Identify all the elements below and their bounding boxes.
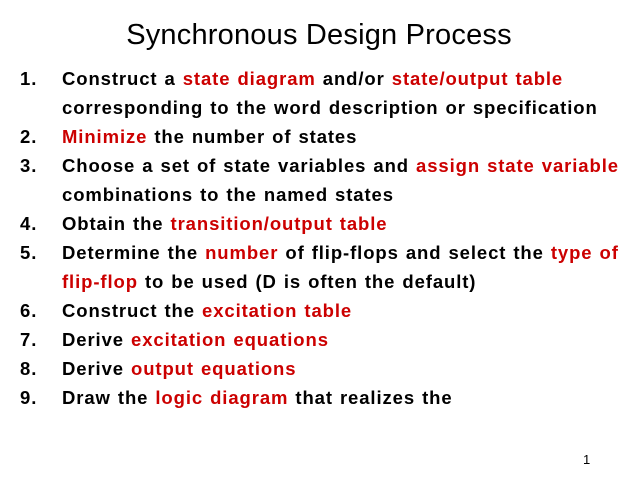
step-item bbox=[20, 296, 620, 325]
step-text bbox=[62, 387, 453, 408]
step-text-segment: to be used (D is often the default) bbox=[137, 271, 477, 292]
step-number: 2. bbox=[20, 126, 38, 147]
highlight-term: number bbox=[205, 242, 279, 263]
step-item bbox=[20, 209, 620, 238]
step-text-segment: Determine the bbox=[62, 242, 206, 263]
step-text-segment: Derive bbox=[62, 358, 132, 379]
step-item bbox=[20, 122, 620, 151]
step-item bbox=[20, 64, 620, 122]
highlight-term: logic diagram bbox=[155, 387, 289, 408]
step-number: 8. bbox=[20, 358, 38, 379]
step-text bbox=[62, 126, 357, 147]
step-item bbox=[20, 383, 620, 412]
step-text-segment: Construct a bbox=[62, 68, 183, 89]
step-number: 9. bbox=[20, 387, 38, 408]
highlight-term: excitation equations bbox=[131, 329, 329, 350]
step-text bbox=[62, 300, 352, 321]
step-number: 3. bbox=[20, 155, 38, 176]
step-text-segment: and/or bbox=[315, 68, 392, 89]
step-text bbox=[62, 213, 387, 234]
page-number: 1 bbox=[583, 452, 591, 467]
step-number: 5. bbox=[20, 242, 38, 263]
step-text-segment: Choose a set of state variables and bbox=[62, 155, 417, 176]
step-item bbox=[20, 151, 620, 209]
step-text-segment: corresponding to the word description or specification bbox=[62, 97, 598, 118]
step-text-segment: Obtain the bbox=[62, 213, 171, 234]
slide-title: Synchronous Design Process bbox=[126, 19, 512, 51]
step-item bbox=[20, 238, 620, 296]
highlight-term: output equations bbox=[131, 358, 297, 379]
highlight-term: state/output table bbox=[391, 68, 564, 89]
highlight-term: Minimize bbox=[62, 126, 148, 147]
step-text bbox=[62, 329, 329, 350]
step-number: 7. bbox=[20, 329, 38, 350]
step-number: 4. bbox=[20, 213, 38, 234]
step-text-segment: of flip-flops and select the bbox=[278, 242, 551, 263]
step-text-segment: the number of states bbox=[147, 126, 358, 147]
highlight-term: assign state variable bbox=[416, 155, 619, 176]
highlight-term: transition/output table bbox=[170, 213, 388, 234]
step-text-segment: combinations to the named states bbox=[62, 184, 394, 205]
step-number: 1. bbox=[20, 68, 38, 89]
step-number: 6. bbox=[20, 300, 38, 321]
highlight-term: state diagram bbox=[182, 68, 316, 89]
step-text-segment: that realizes the bbox=[288, 387, 453, 408]
step-text bbox=[62, 155, 619, 205]
step-text-segment: Draw the bbox=[62, 387, 156, 408]
step-text bbox=[62, 358, 296, 379]
step-text bbox=[62, 242, 619, 292]
step-text bbox=[62, 68, 598, 118]
step-text-segment: Construct the bbox=[62, 300, 202, 321]
highlight-term: type of flip-flop bbox=[62, 242, 619, 292]
highlight-term: excitation table bbox=[202, 300, 353, 321]
design-steps-list bbox=[20, 64, 620, 412]
step-item bbox=[20, 354, 620, 383]
step-text-segment: Derive bbox=[62, 329, 132, 350]
step-item bbox=[20, 325, 620, 354]
